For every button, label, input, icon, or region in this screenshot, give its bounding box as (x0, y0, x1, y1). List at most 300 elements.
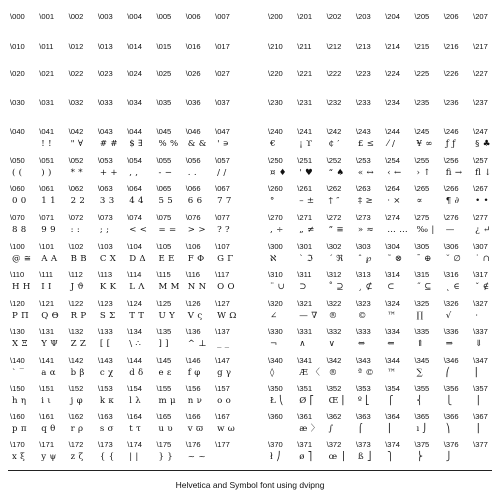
char-code: \213 (355, 42, 371, 51)
char-code: \027 (215, 69, 230, 78)
char-code: \161 (39, 412, 55, 421)
glyph-pair: D Δ (129, 254, 146, 264)
char-code: \056 (185, 156, 201, 165)
char-code: \132 (68, 327, 84, 336)
char-code: \167 (215, 412, 230, 421)
char-code: \254 (385, 156, 400, 165)
glyph-pair: t τ (129, 424, 142, 434)
char-code: \037 (215, 98, 230, 107)
char-code: \060 (10, 184, 25, 193)
char-code: \064 (127, 184, 142, 193)
char-code: \033 (97, 98, 113, 107)
glyph-pair: Œ ⎢ (328, 396, 347, 406)
char-code: \057 (215, 156, 230, 165)
glyph-pair: Q Θ (41, 311, 60, 321)
glyph-pair: n ν (187, 396, 203, 406)
glyph-pair: ℵ (270, 254, 277, 264)
char-code: \307 (473, 242, 488, 251)
char-code: \026 (185, 69, 201, 78)
glyph-pair: * * (70, 168, 83, 178)
char-code: \007 (215, 12, 230, 21)
char-code: \147 (215, 356, 230, 365)
char-code: \325 (414, 299, 430, 308)
char-code: \236 (443, 98, 459, 107)
char-code: \332 (326, 327, 342, 336)
char-code: \306 (443, 242, 459, 251)
glyph-pair: † ″ (328, 196, 340, 206)
char-code: \207 (473, 12, 488, 21)
glyph-pair: K K (99, 282, 117, 292)
glyph-pair: 1 1 (41, 196, 56, 206)
char-code: \171 (39, 440, 55, 449)
char-code: \006 (185, 12, 201, 21)
glyph-pair: ‹ ← (387, 168, 402, 178)
char-code: \111 (39, 270, 53, 279)
char-code: \270 (268, 213, 283, 222)
char-code: \365 (414, 412, 430, 421)
glyph-pair: ‡ ≥ (357, 196, 374, 206)
char-code: \256 (443, 156, 459, 165)
glyph-pair: z ζ (70, 452, 84, 462)
char-code: \116 (185, 270, 201, 279)
char-code: \054 (127, 156, 142, 165)
glyph-pair: ⇐ (387, 339, 395, 349)
glyph-pair: { { (99, 452, 115, 462)
glyph-pair: M M (158, 282, 180, 292)
char-code: \247 (473, 127, 488, 136)
char-code: \210 (268, 42, 283, 51)
char-code: \203 (355, 12, 371, 21)
char-code: \055 (156, 156, 172, 165)
glyph-pair: , , (129, 168, 139, 178)
char-code: \220 (268, 69, 283, 78)
glyph-pair: } } (158, 452, 174, 462)
char-code: \231 (297, 98, 313, 107)
glyph-pair: ⇓ (475, 339, 483, 349)
char-code: \341 (297, 356, 313, 365)
glyph-pair: @ ≅ (12, 254, 32, 264)
glyph-pair: œ ⎥ (328, 452, 346, 462)
char-code: \357 (473, 384, 488, 393)
glyph-pair: ⎜ (475, 368, 480, 378)
char-code: \343 (355, 356, 371, 365)
glyph-pair: j φ (70, 396, 83, 406)
glyph-pair: ∝ (416, 196, 423, 206)
char-code: \130 (10, 327, 25, 336)
glyph-pair: % % (158, 139, 179, 149)
char-code: \043 (97, 127, 113, 136)
glyph-pair: e ε (158, 368, 172, 378)
glyph-pair: " ∀ (70, 139, 84, 149)
char-code: \237 (473, 98, 488, 107)
char-code: \077 (215, 213, 230, 222)
char-code: \315 (414, 270, 430, 279)
glyph-pair: » ≈ (357, 225, 374, 235)
char-code: \350 (268, 384, 283, 393)
glyph-pair: · × (387, 196, 401, 206)
glyph-pair: ⎮ (387, 424, 392, 434)
char-code: \225 (414, 69, 430, 78)
char-code: \047 (215, 127, 230, 136)
char-code: \245 (414, 127, 430, 136)
glyph-pair: _ _ (217, 339, 230, 349)
glyph-pair: ` ℑ (299, 254, 314, 264)
char-code: \323 (355, 299, 371, 308)
glyph-pair: ) ) (41, 168, 52, 178)
glyph-pair: Y Ψ (41, 339, 59, 349)
glyph-pair: L Λ (129, 282, 145, 292)
glyph-pair: Z Z (70, 339, 87, 349)
glyph-pair: P Π (12, 311, 29, 321)
char-code: \173 (97, 440, 113, 449)
char-code: \266 (443, 184, 459, 193)
glyph-pair: & & (187, 139, 207, 149)
char-code: \154 (127, 384, 142, 393)
char-code: \110 (10, 270, 25, 279)
glyph-pair: ⎫ (387, 452, 394, 462)
char-code: \041 (39, 127, 55, 136)
glyph-pair: Æ 〈 (299, 368, 321, 378)
glyph-pair: ¢ ′ (328, 139, 340, 149)
char-code: \317 (473, 270, 488, 279)
glyph-pair: ¤ ♦ (270, 168, 287, 178)
caption-divider (8, 470, 492, 471)
char-code: \206 (443, 12, 459, 21)
glyph-pair: º ⎣ (357, 396, 370, 406)
glyph-pair: — ∇ (299, 311, 318, 321)
glyph-pair: ® (328, 311, 338, 321)
glyph-pair: I I (41, 282, 52, 292)
char-code: \303 (355, 242, 371, 251)
char-code: \121 (39, 299, 55, 308)
char-code: \070 (10, 213, 25, 222)
char-code: \342 (326, 356, 342, 365)
glyph-pair: ¿ ↵ (475, 225, 491, 235)
char-code: \165 (156, 412, 172, 421)
char-code: \321 (297, 299, 313, 308)
char-code: \126 (185, 299, 201, 308)
char-code: \334 (385, 327, 400, 336)
char-code: \216 (443, 42, 459, 51)
char-code: \337 (473, 327, 488, 336)
glyph-pair: ∧ (299, 339, 306, 349)
glyph-pair: : : (70, 225, 81, 235)
char-code: \144 (127, 356, 142, 365)
glyph-pair: - − (158, 168, 173, 178)
char-code: \174 (127, 440, 142, 449)
char-code: \073 (97, 213, 113, 222)
glyph-pair: d δ (129, 368, 144, 378)
char-code: \313 (355, 270, 371, 279)
glyph-pair: ' ∍ (217, 139, 230, 149)
glyph-pair: ß ⎦ (357, 452, 372, 462)
char-code: \320 (268, 299, 283, 308)
char-code: \076 (185, 213, 201, 222)
char-code: \347 (473, 356, 488, 365)
char-code: \106 (185, 242, 201, 251)
glyph-pair: ˙ ∩ (475, 254, 491, 264)
char-code: \023 (97, 69, 113, 78)
glyph-pair: ⇑ (416, 339, 425, 349)
char-code: \355 (414, 384, 430, 393)
glyph-pair: p π (12, 424, 27, 434)
glyph-pair: ∨ (328, 339, 336, 349)
glyph-pair: ¥ ∞ (416, 139, 433, 149)
char-code: \205 (414, 12, 430, 21)
char-code: \140 (10, 356, 25, 365)
glyph-pair: ; ; (99, 225, 110, 235)
char-code: \163 (97, 412, 113, 421)
char-code: \141 (39, 356, 55, 365)
glyph-pair: ™ (387, 311, 397, 321)
glyph-pair: ﬂ ↓ (475, 168, 492, 178)
glyph-pair: q θ (41, 424, 56, 434)
glyph-pair: ⎟ (475, 424, 480, 434)
char-code: \071 (39, 213, 55, 222)
glyph-pair: T T (129, 311, 145, 321)
glyph-pair: ¡ ϒ (299, 139, 313, 149)
char-code: \157 (215, 384, 230, 393)
char-code: \014 (127, 42, 142, 51)
glyph-pair: ∏ (416, 311, 424, 321)
glyph-pair: ◊ (270, 368, 275, 378)
char-code: \032 (68, 98, 84, 107)
glyph-pair: ∫ (328, 424, 334, 434)
char-code: \211 (297, 42, 312, 51)
glyph-pair: s σ (99, 424, 114, 434)
char-code: \011 (39, 42, 54, 51)
char-code: \017 (215, 42, 230, 51)
glyph-pair: 8 8 (12, 225, 27, 235)
char-code: \115 (156, 270, 171, 279)
glyph-pair: [ [ (99, 339, 111, 349)
glyph-pair: ⎭ (445, 452, 453, 462)
glyph-pair: A A (41, 254, 58, 264)
glyph-pair: ⇒ (445, 339, 454, 349)
char-code: \034 (127, 98, 142, 107)
char-code: \314 (385, 270, 400, 279)
glyph-pair: © (357, 311, 367, 321)
char-code: \175 (156, 440, 172, 449)
glyph-pair: ⎩ (445, 396, 453, 406)
char-code: \277 (473, 213, 488, 222)
char-code: \145 (156, 356, 172, 365)
glyph-pair: r ρ (70, 424, 84, 434)
char-code: \005 (156, 12, 172, 21)
glyph-pair: 0 0 (12, 196, 27, 206)
char-code: \004 (127, 12, 142, 21)
glyph-pair: O O (217, 282, 235, 292)
glyph-pair: ⊂ (387, 282, 395, 292)
char-code: \042 (68, 127, 84, 136)
glyph-pair: V ς (187, 311, 203, 321)
char-code: \107 (215, 242, 230, 251)
char-code: \021 (39, 69, 55, 78)
char-code: \370 (268, 440, 283, 449)
char-code: \036 (185, 98, 201, 107)
char-code: \372 (326, 440, 342, 449)
glyph-pair: ª © (357, 368, 375, 378)
glyph-pair: C X (99, 254, 117, 264)
char-code: \214 (385, 42, 400, 51)
glyph-pair: ⎧ (387, 396, 394, 406)
char-code: \362 (326, 412, 342, 421)
glyph-pair: ˆ ℘ (357, 254, 372, 264)
glyph-pair: . . (187, 168, 197, 178)
char-code: \100 (10, 242, 25, 251)
char-code: \074 (127, 213, 142, 222)
char-code: \012 (68, 42, 84, 51)
char-code: \333 (355, 327, 371, 336)
char-code: \024 (127, 69, 142, 78)
glyph-pair: ! ! (41, 139, 52, 149)
glyph-pair: √ (445, 311, 452, 321)
caption: Helvetica and Symbol font using dvipng (175, 480, 325, 490)
char-code: \176 (185, 440, 201, 449)
char-code: \373 (355, 440, 371, 449)
char-code: \240 (268, 127, 283, 136)
char-code: \235 (414, 98, 430, 107)
char-code: \253 (355, 156, 371, 165)
char-code: \265 (414, 184, 430, 193)
char-code: \340 (268, 356, 283, 365)
char-code: \217 (473, 42, 488, 51)
glyph-pair: ø ⎤ (299, 452, 313, 462)
char-code: \020 (10, 69, 25, 78)
char-code: \361 (297, 412, 313, 421)
char-code: \120 (10, 299, 25, 308)
glyph-pair: b β (70, 368, 85, 378)
char-code: \327 (473, 299, 488, 308)
char-code: \212 (326, 42, 342, 51)
char-code: \344 (385, 356, 400, 365)
glyph-pair: y ψ (41, 452, 57, 462)
glyph-pair: i ι (41, 396, 52, 406)
char-code: \030 (10, 98, 25, 107)
char-code: \336 (443, 327, 459, 336)
glyph-pair: $ ∃ (129, 139, 143, 149)
char-code: \272 (326, 213, 342, 222)
char-code: \114 (127, 270, 142, 279)
char-code: \241 (297, 127, 313, 136)
char-code: \044 (127, 127, 142, 136)
glyph-pair: / / (217, 168, 227, 178)
glyph-pair: # # (99, 139, 118, 149)
char-code: \062 (68, 184, 84, 193)
glyph-pair: ł ⎠ (270, 452, 281, 462)
glyph-pair: Ł ⎝ (270, 396, 284, 406)
char-code: \124 (127, 299, 142, 308)
char-code: \275 (414, 213, 430, 222)
glyph-pair: > > (187, 225, 206, 235)
glyph-pair: € (270, 139, 276, 149)
glyph-pair: < < (129, 225, 148, 235)
char-code: \255 (414, 156, 430, 165)
char-code: \366 (443, 412, 459, 421)
char-code: \155 (156, 384, 172, 393)
glyph-pair: › ↑ (416, 168, 431, 178)
char-code: \345 (414, 356, 430, 365)
char-code: \246 (443, 127, 459, 136)
char-code: \104 (127, 242, 142, 251)
char-code: \000 (10, 12, 25, 21)
char-code: \311 (297, 270, 312, 279)
glyph-pair: H H (12, 282, 31, 292)
char-code: \354 (385, 384, 400, 393)
glyph-pair: ⎨ (416, 396, 424, 406)
glyph-pair: ˇ ∉ (475, 282, 490, 292)
char-code: \312 (326, 270, 342, 279)
glyph-pair: m μ (158, 396, 176, 406)
char-code: \125 (156, 299, 172, 308)
char-code: \267 (473, 184, 488, 193)
char-code: \022 (68, 69, 84, 78)
glyph-pair: ' ♥ (299, 168, 313, 178)
glyph-pair: æ 〉 (299, 424, 320, 434)
glyph-pair: § ♣ (475, 139, 491, 149)
char-code: \143 (97, 356, 113, 365)
char-code: \015 (156, 42, 172, 51)
char-code: \146 (185, 356, 201, 365)
glyph-pair: = = (158, 225, 177, 235)
glyph-pair: ( ( (12, 168, 23, 178)
glyph-pair: B B (70, 254, 87, 264)
glyph-pair: x ξ (12, 452, 26, 462)
glyph-pair: k κ (99, 396, 115, 406)
glyph-pair: ﬁ → (445, 168, 463, 178)
char-code: \351 (297, 384, 313, 393)
glyph-pair: ^ ⊥ (187, 339, 207, 349)
glyph-pair: W Ω (217, 311, 237, 321)
glyph-pair: a α (41, 368, 56, 378)
char-code: \002 (68, 12, 84, 21)
glyph-pair: « ↔ (357, 168, 374, 178)
char-code: \356 (443, 384, 459, 393)
char-code: \063 (97, 184, 113, 193)
glyph-pair: ~ ~ (187, 452, 206, 462)
char-code: \363 (355, 412, 371, 421)
char-code: \204 (385, 12, 400, 21)
char-code: \222 (326, 69, 342, 78)
char-code: \364 (385, 412, 400, 421)
char-code: \310 (268, 270, 283, 279)
char-code: \164 (127, 412, 142, 421)
glyph-pair: N N (187, 282, 207, 292)
glyph-pair: 9 9 (41, 225, 56, 235)
glyph-pair: — (445, 225, 455, 235)
char-code: \072 (68, 213, 84, 222)
char-code: \304 (385, 242, 400, 251)
char-code: \166 (185, 412, 201, 421)
char-code: \377 (473, 440, 488, 449)
char-code: \230 (268, 98, 283, 107)
glyph-pair: l λ (129, 396, 142, 406)
glyph-pair: ¯ ⊕ (416, 254, 432, 264)
char-code: \221 (297, 69, 313, 78)
char-code: \352 (326, 384, 342, 393)
glyph-pair: ? ? (217, 225, 230, 235)
glyph-pair: ⋅ (475, 311, 479, 321)
glyph-pair: ⇔ (357, 339, 366, 349)
glyph-pair: f φ (187, 368, 201, 378)
glyph-pair: S Σ (99, 311, 116, 321)
char-code: \117 (215, 270, 230, 279)
char-code: \226 (443, 69, 459, 78)
glyph-pair: ˛ ∈ (445, 282, 461, 292)
glyph-pair: \ ∴ (129, 339, 142, 349)
char-code: \234 (385, 98, 400, 107)
glyph-pair: ⎪ (475, 396, 482, 406)
